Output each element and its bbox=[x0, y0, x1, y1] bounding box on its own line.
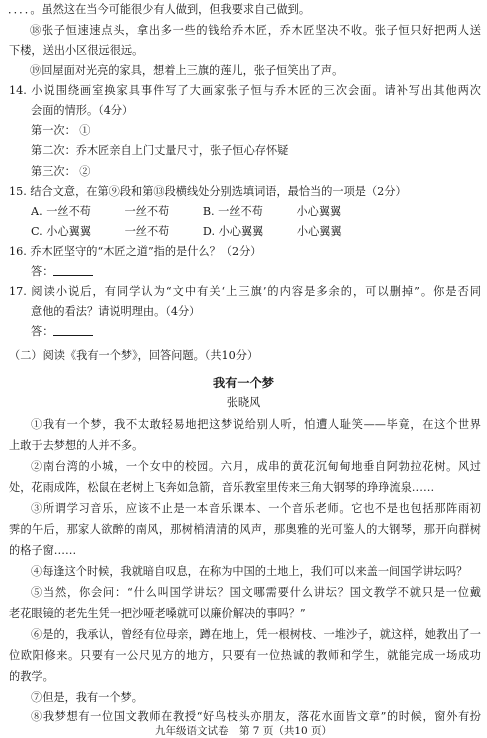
question-16-answer: 答： bbox=[31, 265, 487, 279]
article-paragraph-6-line-1: ⑥是的，我承认，曾经有位母亲，蹲在地上，凭一根树枝、一堆沙子，就这样，她教出了一 bbox=[31, 628, 481, 641]
question-15-options-cd: C. 小心翼翼 一丝不苟 D. 小心翼翼 小心翼翼 bbox=[31, 225, 342, 238]
question-15: 15. 结合文意，在第⑨段和第⑬段横线处分别选填词语，最恰当的一项是（2分） bbox=[9, 185, 407, 198]
question-14-third: 第三次： ② bbox=[31, 165, 91, 178]
answer-blank[interactable] bbox=[53, 265, 93, 276]
article-title: 我有一个梦 bbox=[213, 376, 274, 390]
article-paragraph-2-line-1: ②南台湾的小城，一个女中的校园。六月，成串的黄花沉甸甸地垂自阿勃拉花树。风过 bbox=[31, 460, 481, 473]
article-paragraph-5-line-2: 老花眼镜的老先生凭一把沙哑老嗓就可以廉价解决的事吗？” bbox=[9, 607, 306, 620]
article-paragraph-1-line-2: 上敢于去梦想的人并不多。 bbox=[9, 439, 144, 452]
question-14-second: 第二次：乔木匠亲自上门丈量尺寸，张子恒心存怀疑 bbox=[31, 144, 289, 157]
article-paragraph-6-line-2: 位欧阳修来。只要有一公尺见方的地方，只要有一位热诚的教师和学生，就能完成一场成功 bbox=[9, 649, 481, 662]
question-14-line-1: 14. 小说围绕画室换家具事件写了大画家张子恒与乔木匠的三次会面。请补写出其他两次 bbox=[9, 84, 481, 97]
answer-blank[interactable] bbox=[53, 325, 93, 336]
article-author: 张晓风 bbox=[226, 396, 261, 409]
question-16: 16. 乔木匠坚守的“木匠之道”指的是什么？（2分） bbox=[9, 245, 262, 258]
question-17-line-1: 17. 阅读小说后，有同学认为“文中有关‘上三旗’的内容是多余的，可以删掉”。你是否同 bbox=[9, 285, 481, 298]
question-14-line-2: 会面的情形。（4分） bbox=[31, 104, 134, 117]
page-footer: 九年级语文试卷 第 7 页（共10 页） bbox=[154, 725, 333, 737]
article-paragraph-3-line-3: 的格子窗…… bbox=[9, 544, 77, 557]
question-14-first: 第一次： ① bbox=[31, 124, 91, 137]
section-heading: （二）阅读《我有一个梦》，回答问题。（共10分） bbox=[9, 349, 259, 362]
question-17-answer: 答： bbox=[31, 325, 487, 339]
question-15-options-ab: A. 一丝不苟 一丝不苟 B. 一丝不苟 小心翼翼 bbox=[31, 205, 342, 218]
article-paragraph-7: ⑦但是，我有一个梦。 bbox=[31, 691, 143, 704]
question-17-line-2: 意他的看法？请说明理由。（4分） bbox=[31, 305, 201, 318]
article-paragraph-6-line-3: 的教学。 bbox=[9, 670, 54, 683]
paragraph-18-line-1: ⑱张子恒速速点头，拿出多一些的钱给乔木匠，乔木匠坚决不收。张子恒只好把两人送 bbox=[30, 24, 481, 37]
article-paragraph-3-line-1: ③所谓学习音乐，应该不止是一本音乐课本、一个音乐老师。它也不是也包括那阵雨初 bbox=[31, 502, 481, 515]
article-paragraph-1-line-1: ①我有一个梦，我不太敢轻易地把这梦说给别人听，怕遭人耻笑——毕竟，在这个世界 bbox=[31, 418, 481, 431]
article-paragraph-8-line-1: ⑧我梦想有一位国文教师在教授“好鸟枝头亦朋友，落花水面皆文章”的时候，窗外有扮 bbox=[31, 710, 481, 723]
article-paragraph-5-line-1: ⑤当然，你会问：“什么叫国学讲坛？国文哪需要什么讲坛？国文教学不就只是一位戴 bbox=[31, 586, 481, 599]
text-line-1: ．．．．。虽然这在当今可能很少有人做到，但我要求自己做到。 bbox=[8, 3, 311, 16]
article-paragraph-4: ④每逢这个时候，我就暗自叹息，在称为中国的土地上，我们可以来盖一间国学讲坛吗？ bbox=[31, 565, 468, 578]
article-paragraph-3-line-2: 霁的午后，那家人欲醉的南风，那树梢清清的风声，那奥雅的光可鉴人的大钢琴，那开向群树 bbox=[9, 523, 481, 536]
paragraph-19: ⑲回屋面对光亮的家具，想着上三旗的莲儿，张子恒笑出了声。 bbox=[30, 64, 344, 77]
article-paragraph-2-line-2: 处，花雨成阵，松鼠在老树上飞奔如急箭，音乐教室里传来三角大钢琴的琤琤流泉…… bbox=[9, 481, 435, 494]
paragraph-18-line-2: 下楼，送出小区很远很远。 bbox=[9, 44, 144, 57]
